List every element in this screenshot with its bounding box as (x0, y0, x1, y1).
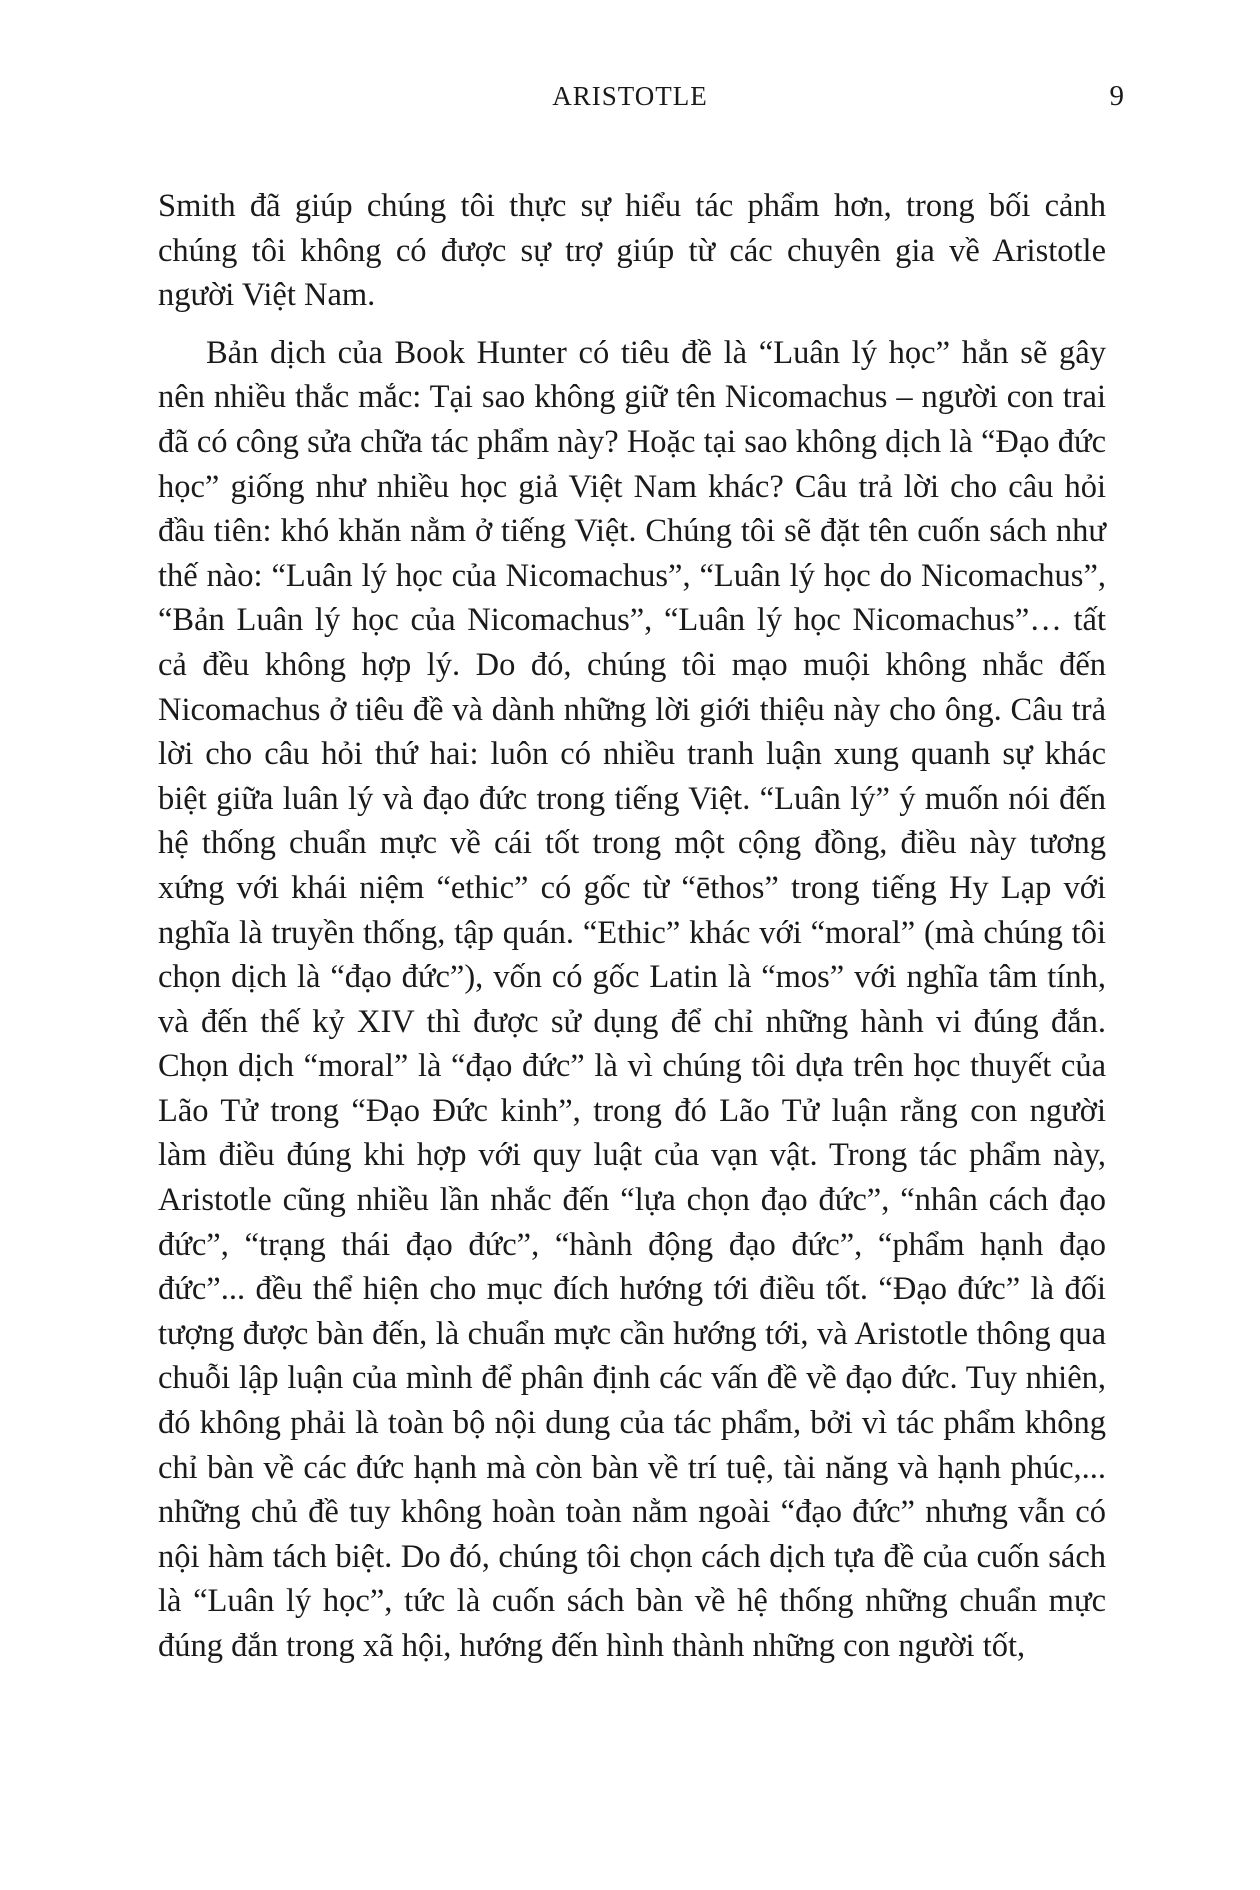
running-title: ARISTOTLE (552, 81, 708, 111)
paragraph-2: Bản dịch của Book Hunter có tiêu đề là “Luân lý học” hẳn sẽ gây nên nhiều thắc mắc: Tại sao không giữ tên Nicomachus – người con trai đã có công sửa chữa tác phẩm này? Hoặc tại sao không dịch là “Đạo đức học” giống như nhiều học giả Việt Nam khác? Câu trả lời cho câu hỏi đầu tiên: khó khăn nằm ở tiếng Việt. Chúng tôi sẽ đặt tên cuốn sách như thế nào: “Luân lý học của Nicomachus”, “Luân lý học do Nicomachus”, “Bản Luân lý học của Nicomachus”, “Luân lý học Nicomachus”… tất cả đều không hợp lý. Do đó, chúng tôi mạo muội không nhắc đến Nicomachus ở tiêu đề và dành những lời giới thiệu này cho ông. Câu trả lời cho câu hỏi thứ hai: luôn có nhiều tranh luận xung quanh sự khác biệt giữa luân lý và đạo đức trong tiếng Việt. “Luân lý” ý muốn nói đến hệ thống chuẩn mực về cái tốt trong một cộng đồng, điều này tương xứng với khái niệm “ethic” có gốc từ “ēthos” trong tiếng Hy Lạp với nghĩa là truyền thống, tập quán. “Ethic” khác với “moral” (mà chúng tôi chọn dịch là “đạo đức”), vốn có gốc Latin là “mos” với nghĩa tâm tính, và đến thế kỷ XIV thì được sử dụng để chỉ những hành vi đúng đắn. Chọn dịch “moral” là “đạo đức” là vì chúng tôi dựa trên học thuyết của Lão Tử trong “Đạo Đức kinh”, trong đó Lão Tử luận rằng con người làm điều đúng khi hợp với quy luật của vạn vật. Trong tác phẩm này, Aristotle cũng nhiều lần nhắc đến “lựa chọn đạo đức”, “nhân cách đạo đức”, “trạng thái đạo đức”, “hành động đạo đức”, “phẩm hạnh đạo đức”... đều thể hiện cho mục đích hướng tới điều tốt. “Đạo đức” là đối tượng được bàn đến, là chuẩn mực cần hướng tới, và Aristotle thông qua chuỗi lập luận của mình để phân định các vấn đề về đạo đức. Tuy nhiên, đó không phải là toàn bộ nội dung của tác phẩm, bởi vì tác phẩm không chỉ bàn về các đức hạnh mà còn bàn về trí tuệ, tài năng và hạnh phúc,... những chủ đề tuy không hoàn toàn nằm ngoài “đạo đức” nhưng vẫn có nội hàm tách biệt. Do đó, chúng tôi chọn cách dịch tựa đề của cuốn sách là “Luân lý học”, tức là cuốn sách bàn về hệ thống những chuẩn mực đúng đắn trong xã hội, hướng đến hình thành những con người tốt, (158, 334, 1106, 1664)
running-header (0, 76, 1260, 116)
page-number: 9 (1109, 80, 1124, 112)
body-text (158, 184, 1106, 1669)
paragraph-1: Smith đã giúp chúng tôi thực sự hiểu tác phẩm hơn, trong bối cảnh chúng tôi không có được sự trợ giúp từ các chuyên gia về Aristotle người Việt Nam. (158, 188, 1106, 314)
